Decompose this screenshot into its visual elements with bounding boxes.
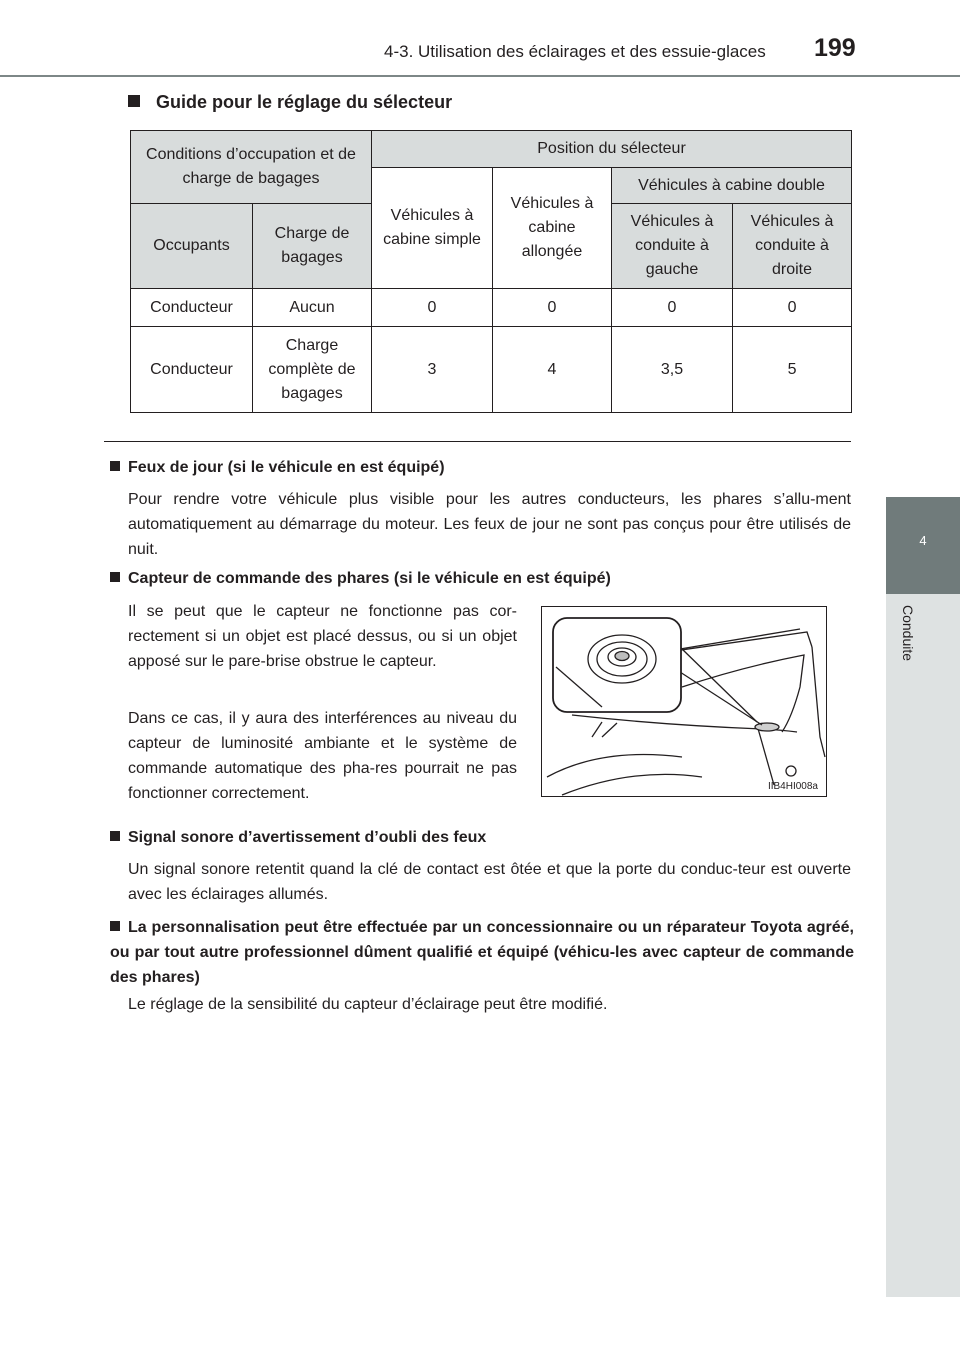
- selector-table: [130, 130, 852, 413]
- capteur-text-1: Il se peut que le capteur ne fonctionne pas cor-rectement si un objet est placé dessus, ou si un objet apposé sur le pare-brise obstrue le capteur.: [128, 603, 517, 670]
- cell-allongee: 4: [493, 327, 612, 413]
- section-title-text: Guide pour le réglage du sélecteur: [156, 92, 453, 112]
- signal-title: [110, 829, 486, 847]
- cell-gauche: 0: [612, 289, 733, 327]
- perso-text: Le réglage de la sensibilité du capteur d’éclairage peut être modifié.: [128, 996, 608, 1013]
- square-bullet-icon: [110, 921, 120, 931]
- position-header: Position du sélecteur: [372, 131, 852, 168]
- header-rule: [0, 75, 960, 77]
- simple-cab-header: Véhicules à cabine simple: [372, 168, 493, 289]
- feux-title: [110, 459, 445, 477]
- chapter-tab: [886, 497, 960, 594]
- square-bullet-icon: [110, 572, 120, 582]
- cell-simple: 3: [372, 327, 493, 413]
- chapter-label: Conduite: [900, 605, 916, 662]
- cell-occupants: Conducteur: [131, 327, 253, 413]
- left-drive-header: Véhicules à conduite à gauche: [612, 204, 733, 289]
- cell-charge: Aucun: [253, 289, 372, 327]
- conditions-header: Conditions d’occupation et de charge de bagages: [131, 131, 372, 204]
- cell-droite: 0: [733, 289, 852, 327]
- chapter-number: 4: [919, 533, 927, 548]
- occupants-header: Occupants: [131, 204, 253, 289]
- header-title: 4-3. Utilisation des éclairages et des essuie-glaces: [384, 42, 766, 61]
- perso-title: [110, 915, 854, 990]
- charge-header: Charge de bagages: [253, 204, 372, 289]
- dashboard-sensor-drawing: [542, 607, 826, 796]
- capteur-text-2: Dans ce cas, il y aura des interférences au niveau du capteur de luminosité ambiante et le système de commande automatique des pha-res pourrait ne pas fonctionner correctement.: [128, 710, 517, 802]
- cell-occupants: Conducteur: [131, 289, 253, 327]
- page-number: 199: [814, 34, 856, 62]
- cell-allongee: 0: [493, 289, 612, 327]
- feux-text: Pour rendre votre véhicule plus visible pour les autres conducteurs, les phares s’allu-ment automatiquement au démarrage du moteur. Les feux de jour ne sont pas conçus pour être utilisés de nuit.: [128, 491, 851, 558]
- table-row: [131, 327, 852, 413]
- sensor-illustration: [541, 606, 827, 797]
- cell-droite: 5: [733, 327, 852, 413]
- extended-cab-header: Véhicules à cabine allongée: [493, 168, 612, 289]
- cell-charge: Charge complète de bagages: [253, 327, 372, 413]
- feux-title-text: Feux de jour (si le véhicule en est équipé): [128, 459, 445, 476]
- chapter-side-column: [886, 594, 960, 1297]
- perso-title-text: La personnalisation peut être effectuée par un concessionnaire ou un réparateur Toyota agréé, ou par tout autre professionnel dûment qualifié et équipé (véhicu-les avec capteur de commande des phares): [110, 919, 854, 986]
- signal-title-text: Signal sonore d’avertissement d’oubli des feux: [128, 829, 487, 846]
- cell-simple: 0: [372, 289, 493, 327]
- cell-gauche: 3,5: [612, 327, 733, 413]
- square-bullet-icon: [110, 461, 120, 471]
- capteur-title: [110, 570, 611, 588]
- section-title: [128, 92, 452, 113]
- table-row: [131, 289, 852, 327]
- double-cab-header: Véhicules à cabine double: [612, 168, 852, 204]
- figure-code: IIB4HI008a: [767, 781, 818, 792]
- capteur-title-text: Capteur de commande des phares (si le véhicule en est équipé): [128, 570, 611, 587]
- signal-text: Un signal sonore retentit quand la clé de contact est ôtée et que la porte du conduc-teur est ouverte avec les éclairages allumés.: [128, 861, 851, 903]
- right-drive-header: Véhicules à conduite à droite: [733, 204, 852, 289]
- section-divider: [104, 441, 851, 442]
- square-bullet-icon: [110, 831, 120, 841]
- square-bullet-icon: [128, 95, 140, 107]
